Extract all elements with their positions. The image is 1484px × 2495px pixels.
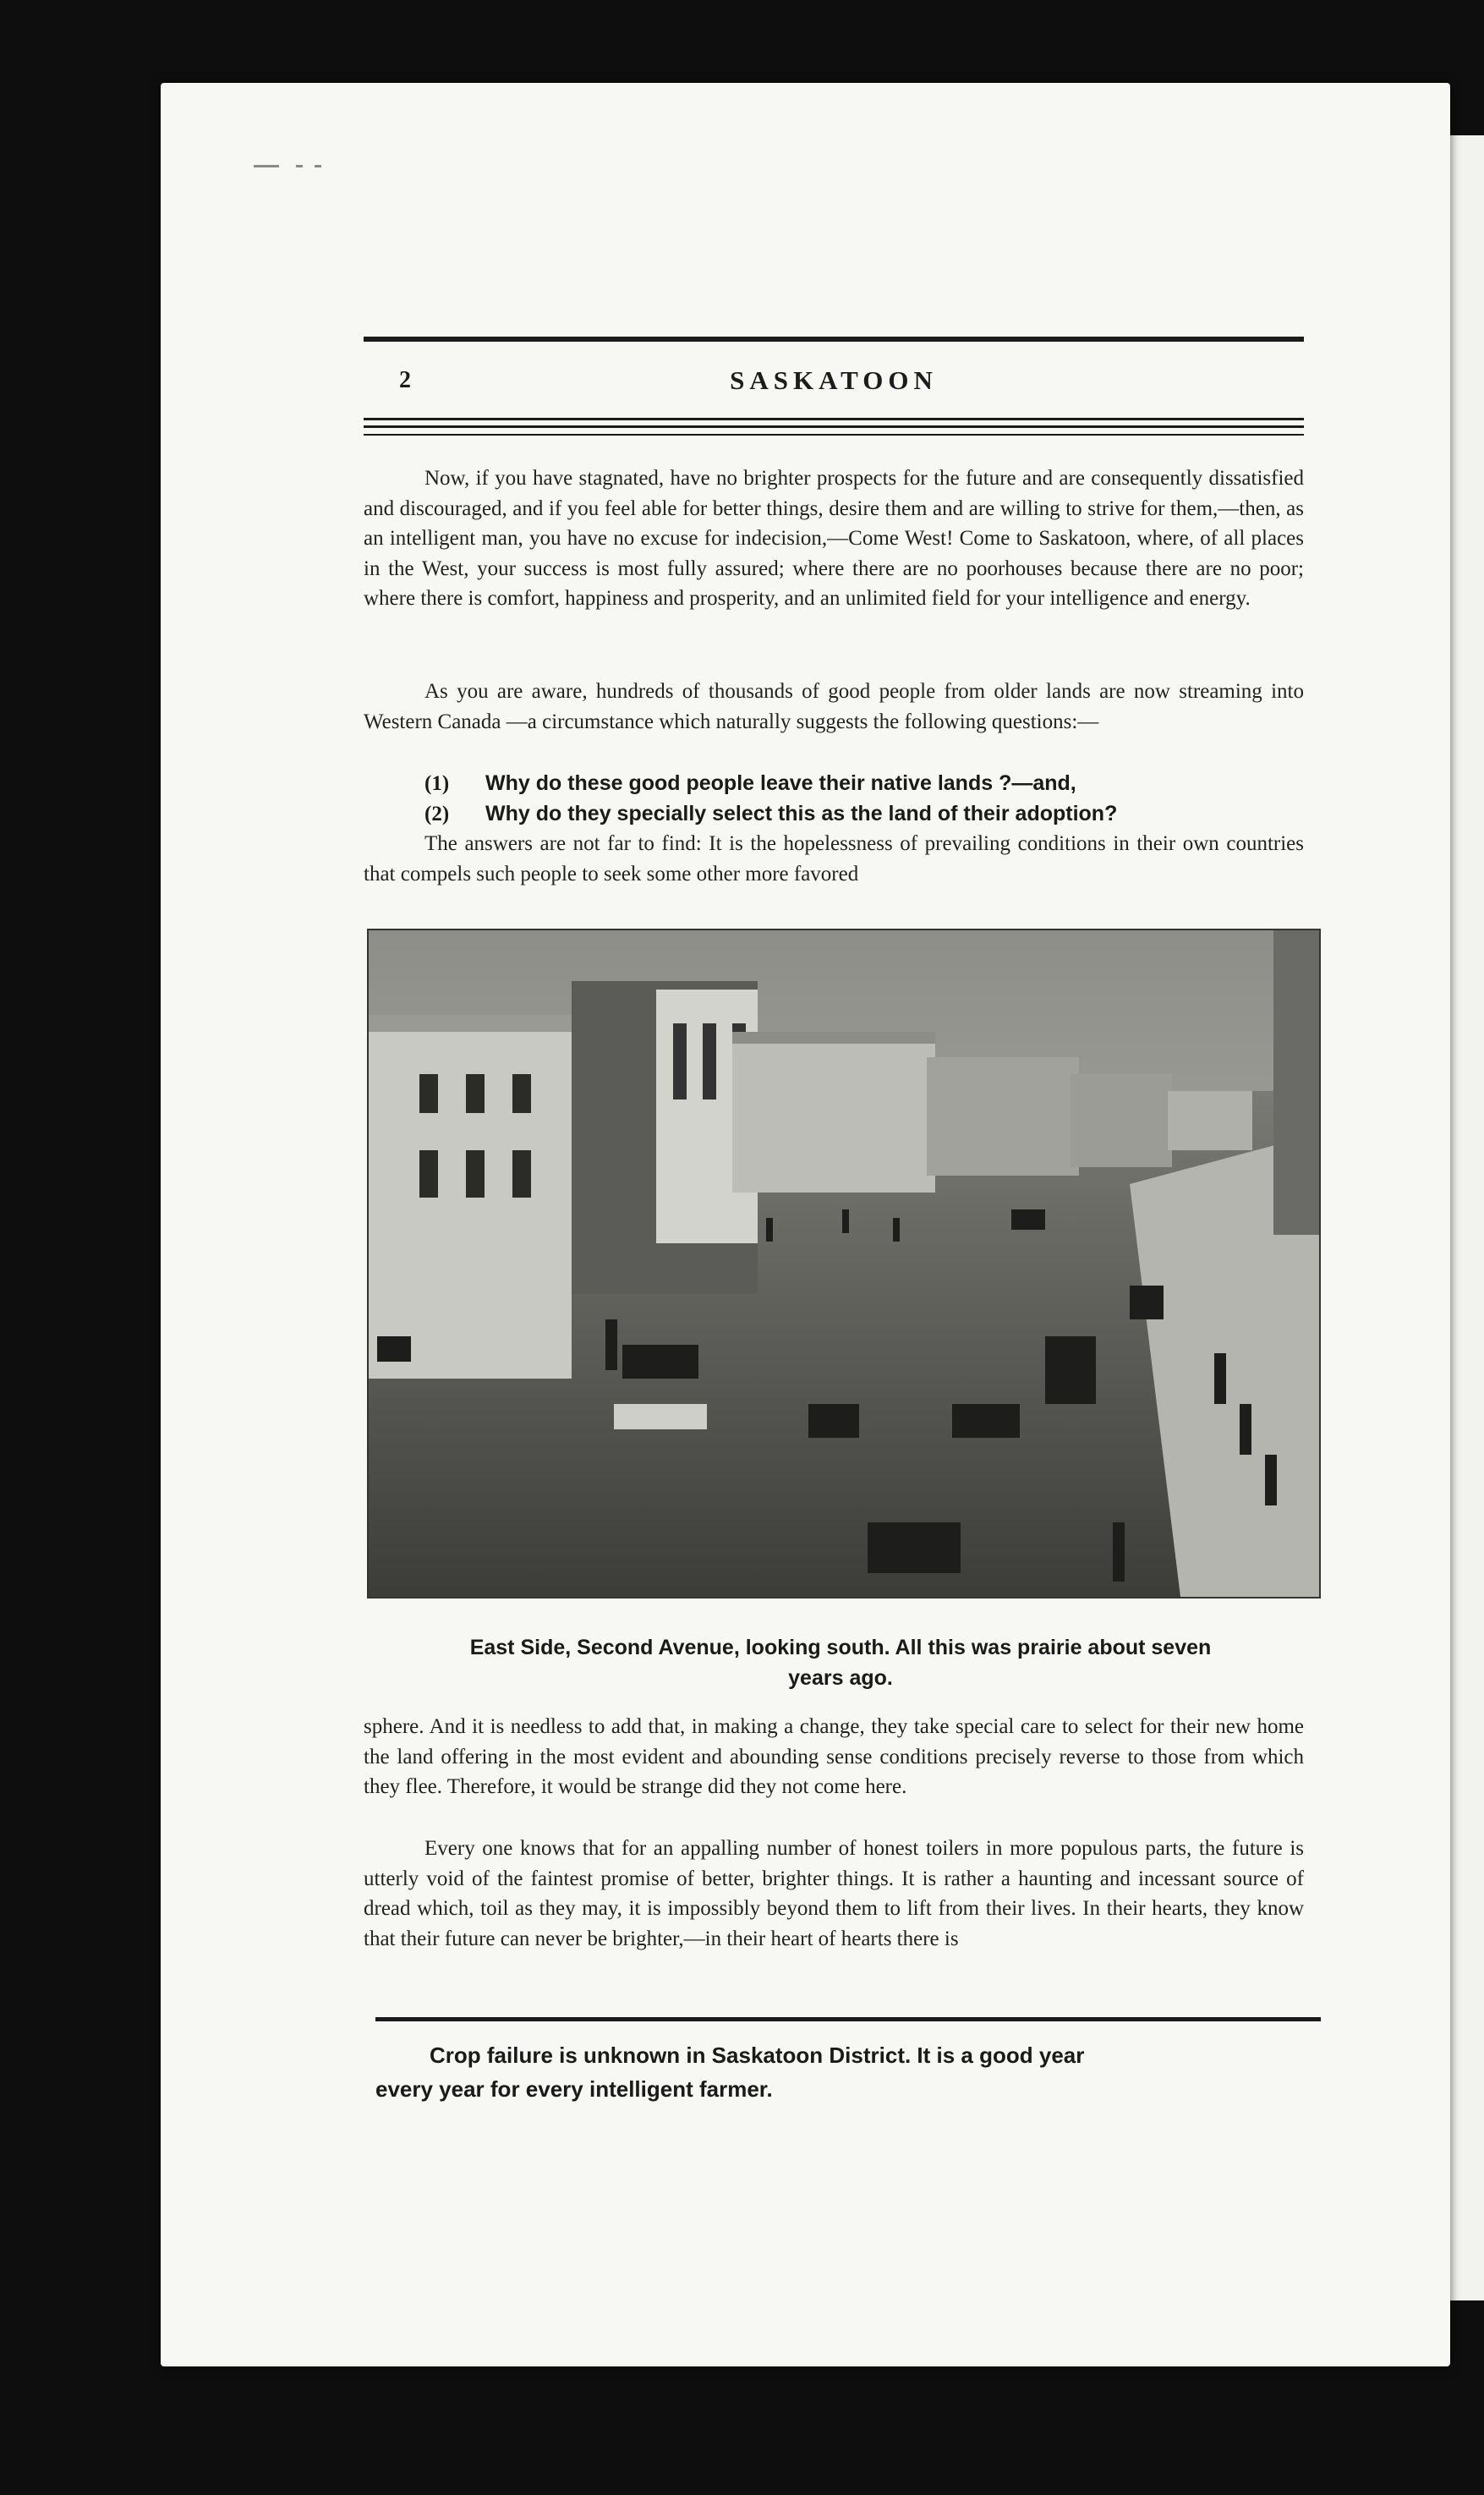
paragraph-sphere: sphere. And it is needless to add that, in making a change, they take special care to select for their new home the land offering in the most evident and abounding sense conditions precisely reverse to those from which they flee. Therefore, it would be strange did they not come here. [364,1715,1304,1798]
street-photograph [367,929,1321,1598]
scan-mark [315,165,321,167]
page-number: 2 [399,367,411,393]
paragraph-intro: Now, if you have stagnated, have no brighter prospects for the future and are consequently dissatisfied and discouraged, and if you feel able for better things, desire them and are willing to strive for them,—then, as an intelligent man, you have no excuse for indecision,—Come West! Come to Saskatoon, where, of all places in the West, your success is most fully assured; where there are no poorhouses because there are no poor; where there is comfort, happiness and prosperity, and an unlimited field for your intelligence and energy. [364,467,1304,610]
question-number: (1) [424,772,450,795]
paragraph-answers: The answers are not far to find: It is the hopelessness of prevailing conditions in their own countries that compels such people to seek some other more favored [364,832,1304,886]
question-2 [424,802,1304,826]
crop-failure-note [375,2038,1321,2106]
photo-caption [364,1632,1317,1693]
question-number: (2) [424,803,450,825]
header-rule-bottom-2 [364,425,1304,428]
note-line-1: Crop failure is unknown in Saskatoon District. It is a good year [430,2043,1085,2068]
header-rule-top [364,337,1304,342]
caption-line-2: years ago. [788,1666,893,1690]
note-line-2: every year for every intelligent farmer. [375,2076,773,2102]
paragraph-toilers: Every one knows that for an appalling number of honest toilers in more populous parts, the future is utterly void of the faintest promise of better, brighter things. It is rather a haunting and incessant source of dread which, toil as they may, it is impossibly beyond them to lift from their lives. In their hearts, they know that their future can never be brighter,—in their heart of hearts there is [364,1837,1304,1950]
scan-mark [296,165,303,167]
paragraph-streaming: As you are aware, hundreds of thousands of good people from older lands are now streaming into Western Canada —a circumstance which naturally suggests the following questions:— [364,680,1304,733]
header-rule-bottom-3 [364,434,1304,436]
header-rule-bottom-1 [364,418,1304,420]
page-title: SASKATOON [730,365,938,395]
question-1 [424,771,1304,796]
footer-rule [375,2017,1321,2021]
question-text: Why do they specially select this as the land of their adoption? [485,802,1118,825]
question-text: Why do these good people leave their native lands ?—and, [485,771,1076,795]
scan-mark [254,165,279,167]
caption-line-1: East Side, Second Avenue, looking south. All this was prairie about seven [469,1636,1212,1659]
street-scene-image [369,930,1319,1597]
